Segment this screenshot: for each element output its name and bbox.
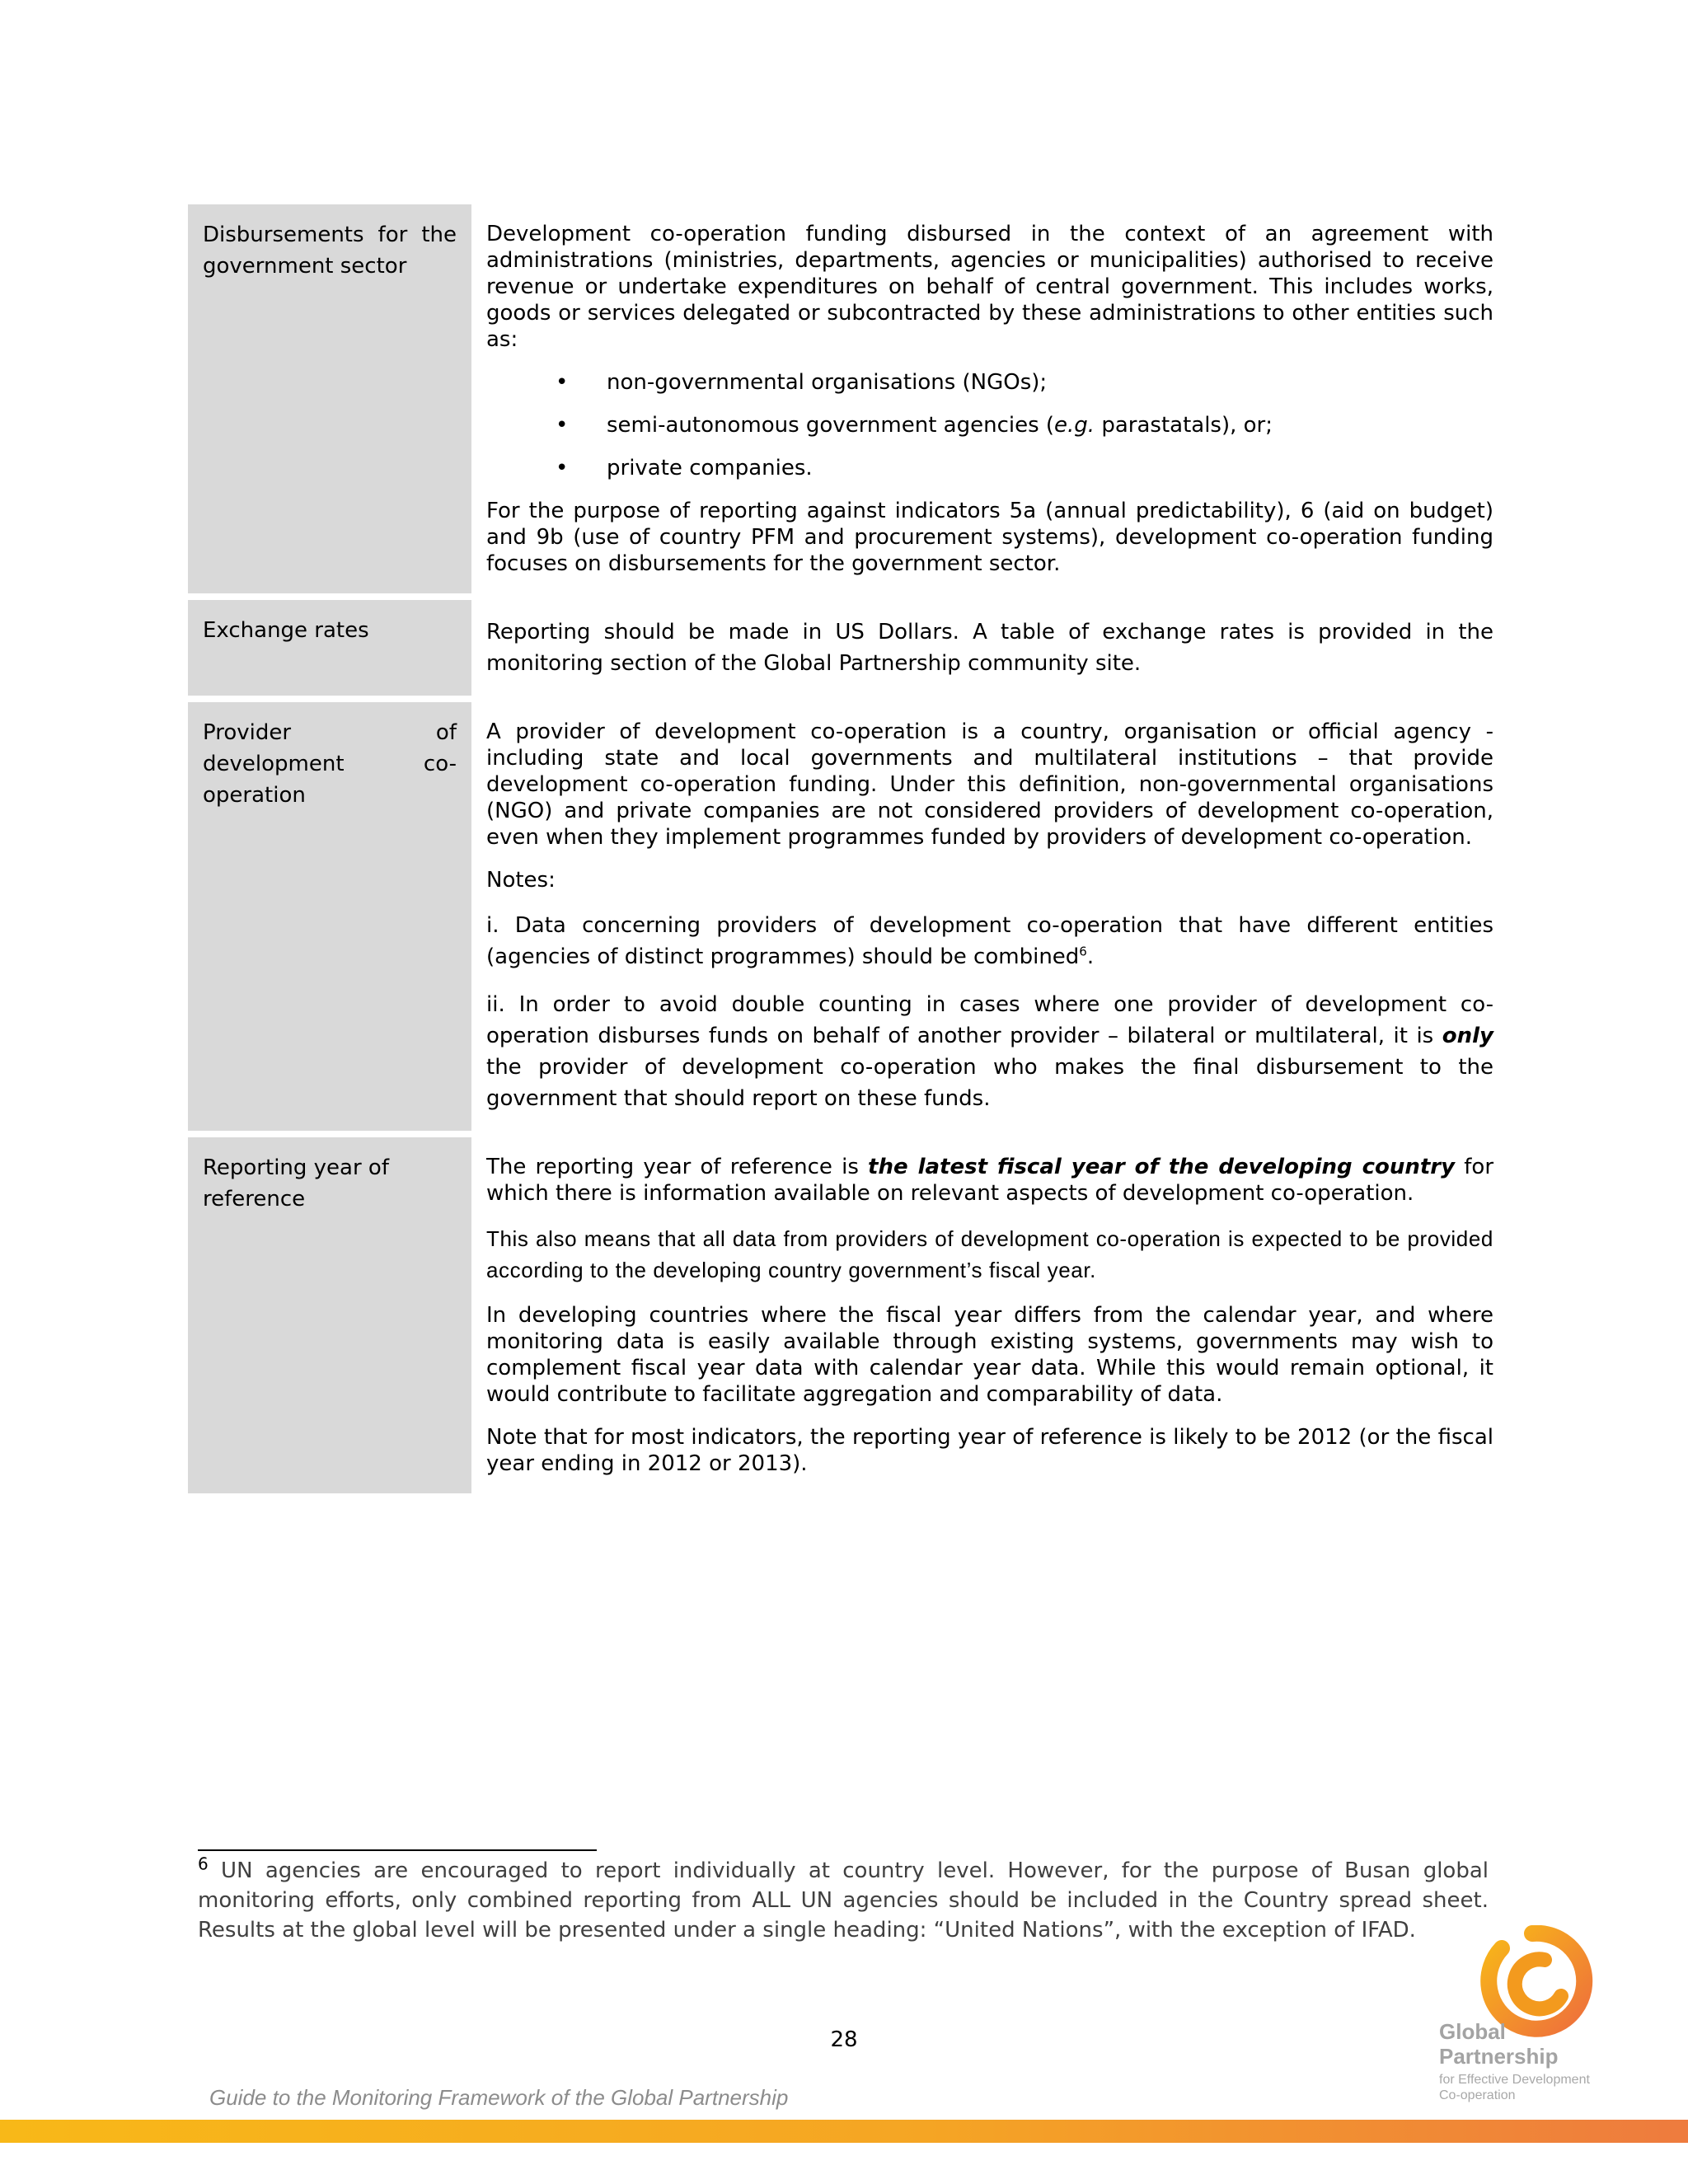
logo-line: Co-operation (1439, 2088, 1516, 2102)
term-cell: Reporting year of reference (188, 1137, 471, 1493)
notes-label: Notes: (486, 868, 556, 893)
definition-paragraph: Note that for most indicators, the reporting year of reference is likely to be 2012 (or the fiscal year ending in 2012 or 2013). (486, 1425, 1493, 1476)
definitions-table (188, 204, 1505, 1500)
note-item (486, 989, 1493, 1114)
list-item: • non-governmental organisations (NGOs); (486, 369, 1493, 396)
definition-cell (471, 204, 1505, 593)
page-number: 28 (830, 2027, 858, 2052)
footnote-separator (198, 1849, 597, 1851)
footnote-reference: 6 (1079, 944, 1087, 959)
logo-wordmark (1439, 2019, 1590, 2103)
definition-paragraph: This also means that all data from providers of development co-operation is expected to be provided according to the developing country government’s fiscal year. (486, 1226, 1493, 1282)
table-row (188, 204, 1505, 593)
term-cell: Exchange rates (188, 600, 471, 696)
note-item (486, 910, 1493, 972)
definition-paragraph: Reporting should be made in US Dollars. A table of exchange rates is provided in the monitoring section of the Global Partnership community site. (486, 620, 1493, 676)
logo-line: for Effective Development (1439, 2073, 1590, 2087)
note-text: ii. In order to avoid double counting in cases where one provider of development co-operation disburses funds on behalf of another provider – bilateral or multilateral, it is (486, 992, 1493, 1048)
footnote-number: 6 (198, 1854, 209, 1874)
definition-paragraph: In developing countries where the fiscal year differs from the calendar year, and where monitoring data is easily available through existing systems, governments may wish to complement fiscal year data with calendar year data. While this would remain optional, it would contribute to facilitate aggregation and comparability of data. (486, 1303, 1493, 1407)
definition-cell (471, 600, 1505, 696)
table-row (188, 600, 1505, 696)
logo-line: Global (1439, 2019, 1506, 2044)
footnote-text: UN agencies are encouraged to report individually at country level. However, for the purpose of Busan global monitoring efforts, only combined reporting from ALL UN agencies should be included in the Country spread sheet. Results at the global level will be presented under a single heading: “United Nations”, with the exception of IFAD. (198, 1858, 1489, 1943)
term-cell: Disbursements for the government sector (188, 204, 471, 593)
definition-paragraph: A provider of development co-operation is a country, organisation or official agency - including state and local governments and multilateral institutions – that provide development co-operation funding. Under this definition, non-governmental organisations (NGO) and private companies are not considered providers of development co-operation, even when they implement programmes funded by providers of development co-operation. (486, 719, 1493, 850)
logo-line: Partnership (1439, 2044, 1559, 2069)
note-text: . (1086, 944, 1095, 969)
definition-paragraph (486, 1154, 1493, 1207)
note-text: the provider of development co-operation who makes the final disbursement to the government that should report on these funds. (486, 1055, 1493, 1111)
list-item-text: parastatals), or; (1095, 413, 1273, 438)
list-item (486, 412, 1493, 438)
definition-cell (471, 702, 1505, 1131)
list-item: • private companies. (486, 455, 1493, 481)
table-row (188, 1137, 1505, 1493)
emphasis-text: only (1442, 1024, 1493, 1048)
table-row (188, 702, 1505, 1131)
italic-text: e.g. (1054, 413, 1095, 438)
list-item-text: semi-autonomous government agencies ( (607, 413, 1055, 438)
paragraph-text: The reporting year of reference is (486, 1155, 869, 1179)
definition-cell (471, 1137, 1505, 1493)
footer-title: Guide to the Monitoring Framework of the Global Partnership (209, 2085, 789, 2110)
emphasis-text: the latest fiscal year of the developing country (868, 1155, 1456, 1179)
paragraph-text: for which there is information available on relevant aspects of development co-operation. (486, 1155, 1494, 1206)
note-text: i. Data concerning providers of development co-operation that have different entities (agencies of distinct programmes) should be combined (486, 913, 1493, 969)
bullet-list (486, 369, 1493, 481)
term-cell: Provider of development co-operation (188, 702, 471, 1131)
footnote (198, 1856, 1489, 1945)
footer-color-bar (0, 2120, 1688, 2143)
definition-paragraph: Development co-operation funding disbursed in the context of an agreement with administrations (ministries, departments, agencies or municipalities) authorised to receive revenue or undertake expenditures on behalf of central government. This includes works, goods or services delegated or subcontracted by these administrations to other entities such as: (486, 222, 1493, 352)
definition-paragraph: For the purpose of reporting against indicators 5a (annual predictability), 6 (aid on budget) and 9b (use of country PFM and procurement systems), development co-operation funding focuses on disbursements for the government sector. (486, 499, 1493, 576)
